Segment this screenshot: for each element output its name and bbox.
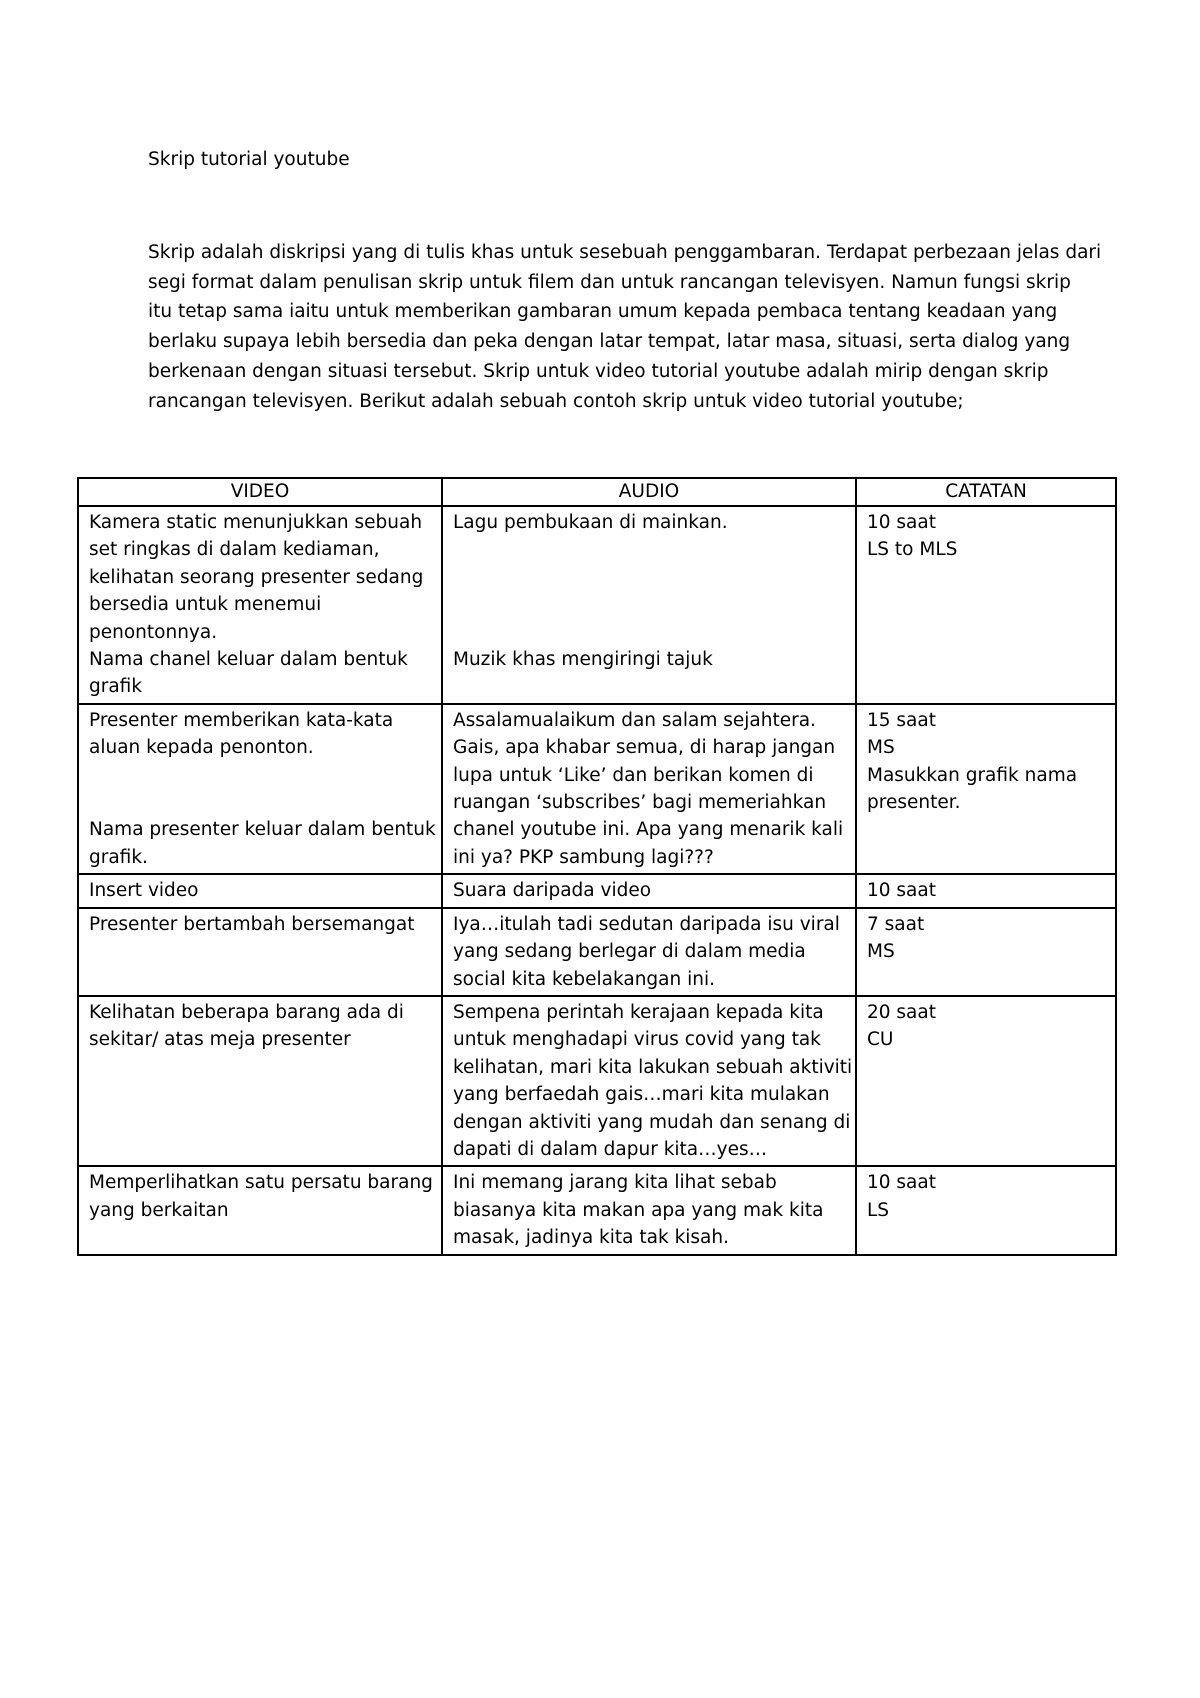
intro-line: itu tetap sama iaitu untuk memberikan gambaran umum kepada pembaca tentang keadaan yang bbox=[148, 301, 1058, 323]
cell-line: aluan kepada penonton. bbox=[89, 737, 314, 759]
cell-line: untuk menghadapi virus covid yang tak bbox=[453, 1029, 821, 1051]
cell-line: LS bbox=[867, 1199, 890, 1221]
cell-line: Memperlihatkan satu persatu barang bbox=[89, 1172, 433, 1194]
cell-line: set ringkas di dalam kediaman, bbox=[89, 539, 380, 561]
cell-line: CU bbox=[867, 1029, 894, 1051]
notes-cell bbox=[856, 996, 1116, 1166]
header-audio: AUDIO bbox=[442, 478, 856, 506]
video-cell bbox=[78, 506, 442, 704]
intro-line: berkenaan dengan situasi tersebut. Skrip untuk video tutorial youtube adalah mirip dengan skrip bbox=[148, 360, 1049, 382]
notes-cell bbox=[856, 704, 1116, 874]
cell-line: Nama chanel keluar dalam bentuk bbox=[89, 649, 408, 671]
table-row bbox=[78, 908, 1116, 996]
table-row bbox=[78, 874, 1116, 907]
cell-line: lupa untuk ‘Like’ dan berikan komen di bbox=[453, 764, 814, 786]
cell-line: yang berkaitan bbox=[89, 1199, 229, 1221]
cell-line: sekitar/ atas meja presenter bbox=[89, 1029, 351, 1051]
table-row bbox=[78, 704, 1116, 874]
intro-line: Skrip adalah diskripsi yang di tulis khas untuk sesebuah penggambaran. Terdapat perbezaan jelas dari bbox=[148, 242, 1102, 263]
notes-cell bbox=[856, 874, 1116, 907]
notes-cell bbox=[856, 1166, 1116, 1254]
intro-line: segi format dalam penulisan skrip untuk filem dan untuk rancangan televisyen. Namun fungsi skrip bbox=[148, 271, 1071, 293]
cell-line: Muzik khas mengiringi tajuk bbox=[453, 648, 713, 670]
cell-line: kelihatan seorang presenter sedang bbox=[89, 566, 424, 588]
notes-cell bbox=[856, 506, 1116, 704]
cell-line: dapati di dalam dapur kita…yes… bbox=[453, 1138, 768, 1160]
cell-line: MS bbox=[867, 737, 895, 759]
audio-cell bbox=[442, 506, 856, 704]
cell-line: Assalamualaikum dan salam sejahtera. bbox=[453, 709, 816, 731]
cell-line: masak, jadinya kita tak kisah. bbox=[453, 1227, 730, 1249]
cell-line: ruangan ‘subscribes’ bagi memeriahkan bbox=[453, 792, 827, 814]
table-row bbox=[78, 996, 1116, 1166]
audio-cell bbox=[442, 704, 856, 874]
audio-cell bbox=[442, 996, 856, 1166]
cell-line: Gais, apa khabar semua, di harap jangan bbox=[453, 737, 836, 759]
cell-line: Kamera static menunjukkan sebuah bbox=[89, 512, 423, 533]
cell-line: chanel youtube ini. Apa yang menarik kali bbox=[453, 819, 844, 841]
cell-line: Presenter memberikan kata-kata bbox=[89, 709, 394, 731]
cell-line: yang berfaedah gais…mari kita mulakan bbox=[453, 1084, 830, 1106]
header-notes: CATATAN bbox=[856, 478, 1116, 506]
cell-line: biasanya kita makan apa yang mak kita bbox=[453, 1199, 824, 1221]
cell-line: 20 saat bbox=[867, 1001, 936, 1023]
document-title: Skrip tutorial youtube bbox=[148, 149, 350, 170]
cell-line: yang sedang berlegar di dalam media bbox=[453, 941, 806, 963]
intro-paragraph bbox=[148, 238, 1108, 416]
cell-line: 10 saat bbox=[867, 512, 936, 533]
cell-line: Suara daripada video bbox=[453, 880, 652, 902]
table-row bbox=[78, 1166, 1116, 1254]
header-video: VIDEO bbox=[78, 478, 442, 506]
video-cell bbox=[78, 704, 442, 874]
cell-line: bersedia untuk menemui bbox=[89, 594, 322, 616]
cell-line: ini ya? PKP sambung lagi??? bbox=[453, 846, 714, 868]
audio-cell bbox=[442, 874, 856, 907]
cell-line: 10 saat bbox=[867, 1172, 936, 1194]
script-table bbox=[77, 477, 1117, 1256]
audio-cell bbox=[442, 908, 856, 996]
cell-line: social kita kebelakangan ini. bbox=[453, 968, 716, 990]
cell-line: Lagu pembukaan di mainkan. bbox=[453, 512, 728, 533]
video-cell bbox=[78, 996, 442, 1166]
cell-line: Presenter bertambah bersemangat bbox=[89, 913, 415, 935]
cell-line: grafik. bbox=[89, 846, 148, 868]
cell-line: presenter. bbox=[867, 792, 961, 814]
cell-line: 7 saat bbox=[867, 913, 925, 935]
cell-line: penontonnya. bbox=[89, 621, 218, 643]
cell-line: 15 saat bbox=[867, 709, 936, 731]
audio-cell bbox=[442, 1166, 856, 1254]
cell-line: Nama presenter keluar dalam bentuk bbox=[89, 819, 436, 841]
video-cell bbox=[78, 1166, 442, 1254]
cell-line: Masukkan grafik nama bbox=[867, 764, 1078, 786]
table-row bbox=[78, 506, 1116, 704]
cell-line: dengan aktiviti yang mudah dan senang di bbox=[453, 1111, 851, 1133]
cell-line: Sempena perintah kerajaan kepada kita bbox=[453, 1001, 824, 1023]
cell-line: grafik bbox=[89, 676, 143, 698]
cell-line: 10 saat bbox=[867, 880, 936, 902]
cell-line: Insert video bbox=[89, 880, 199, 902]
cell-line: Kelihatan beberapa barang ada di bbox=[89, 1001, 404, 1023]
notes-cell bbox=[856, 908, 1116, 996]
cell-line: Iya…itulah tadi sedutan daripada isu viral bbox=[453, 913, 840, 935]
cell-line: Ini memang jarang kita lihat sebab bbox=[453, 1172, 777, 1194]
cell-line: LS to MLS bbox=[867, 539, 958, 561]
intro-line: rancangan televisyen. Berikut adalah sebuah contoh skrip untuk video tutorial youtube; bbox=[148, 390, 964, 412]
intro-line: berlaku supaya lebih bersedia dan peka dengan latar tempat, latar masa, situasi, serta dialog yang bbox=[148, 331, 1071, 353]
cell-line: MS bbox=[867, 941, 895, 963]
table-header-row bbox=[78, 478, 1116, 506]
video-cell bbox=[78, 874, 442, 907]
cell-line: kelihatan, mari kita lakukan sebuah aktiviti bbox=[453, 1056, 853, 1078]
video-cell bbox=[78, 908, 442, 996]
